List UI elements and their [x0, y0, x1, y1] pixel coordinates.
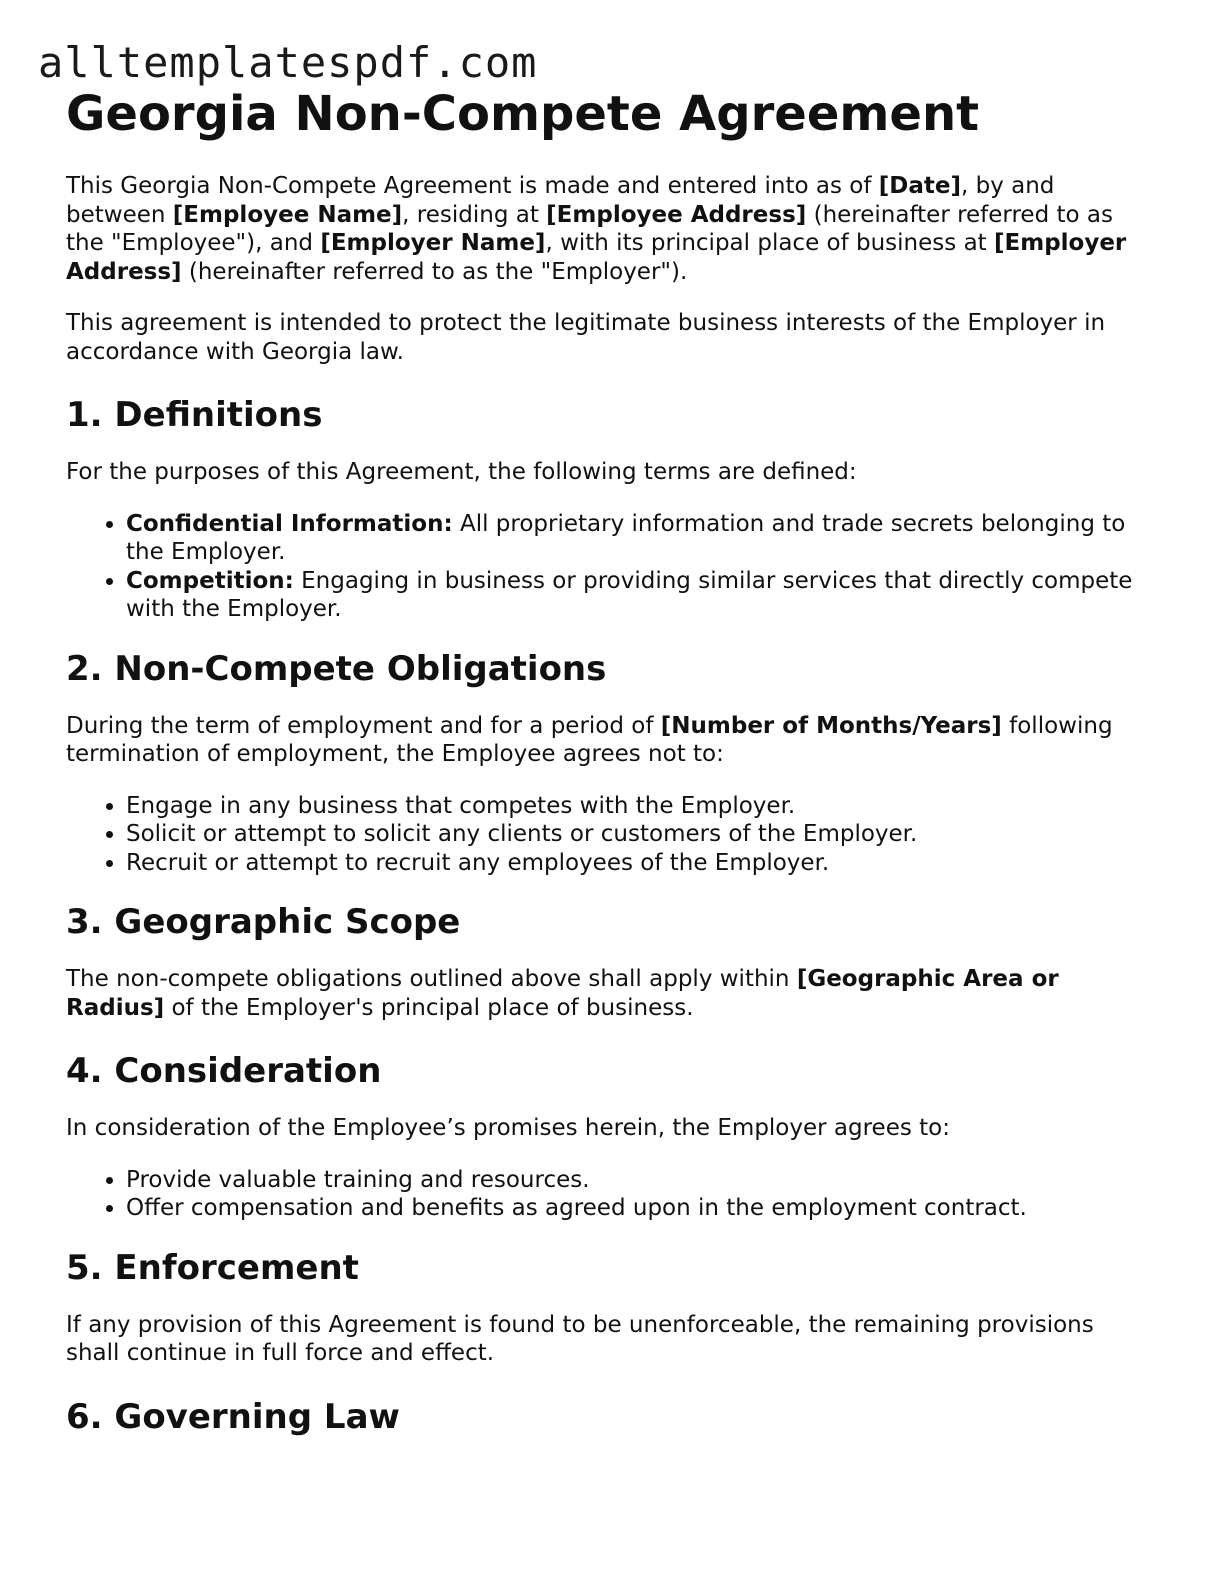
- scope-text: of the Employer's principal place of business.: [164, 994, 694, 1021]
- section-heading-consideration: 4. Consideration: [66, 1051, 382, 1091]
- intro-text: , residing at: [402, 201, 547, 228]
- section-heading-definitions: 1. Definitions: [66, 395, 323, 435]
- definition-text: Engaging in business or providing similar services that directly compete with the Employer.: [126, 567, 1133, 622]
- obligations-text: During the term of employment and for a period of: [66, 712, 661, 739]
- section-heading-enforcement: 5. Enforcement: [66, 1247, 359, 1288]
- obligations-list: [66, 792, 1146, 878]
- consideration-lead: In consideration of the Employee’s promises herein, the Employer agrees to:: [66, 1115, 950, 1141]
- list-item: • Offer compensation and benefits as agreed upon in the employment contract.: [126, 1194, 1146, 1223]
- obligations-lead: [66, 712, 1146, 769]
- employee-address-placeholder: [Employee Address]: [546, 201, 807, 228]
- section-heading-governing-law: 6. Governing Law: [66, 1396, 400, 1437]
- consideration-list: [66, 1166, 1146, 1223]
- area-placeholder: [Geographic Area or Radius]: [66, 966, 1059, 1021]
- section-heading-scope: 3. Geographic Scope: [66, 902, 461, 942]
- intro-text: , with its principal place of business at: [545, 230, 994, 256]
- purpose-paragraph: This agreement is intended to protect the legitimate business interests of the Employer in accordance with Georgia law.: [66, 310, 1106, 365]
- document-page: [66, 84, 1146, 1460]
- list-item: [126, 510, 1146, 567]
- scope-text: The non-compete obligations outlined above shall apply within: [66, 966, 797, 992]
- intro-text: (hereinafter referred to as the "Employee"), and: [66, 201, 1113, 256]
- definition-term: Confidential Information:: [126, 510, 453, 537]
- period-placeholder: [Number of Months/Years]: [660, 712, 1002, 739]
- enforcement-paragraph: If any provision of this Agreement is found to be unenforceable, the remaining provisions shall continue in full force and effect.: [66, 1311, 1094, 1366]
- scope-paragraph: [66, 965, 1146, 1022]
- list-item: [126, 567, 1146, 624]
- definitions-lead: For the purposes of this Agreement, the following terms are defined:: [66, 459, 857, 485]
- employee-name-placeholder: [Employee Name]: [172, 201, 403, 228]
- employer-address-placeholder: [Employer Address]: [66, 230, 1127, 285]
- document-title: Georgia Non-Compete Agreement: [66, 86, 980, 142]
- list-item: • Solicit or attempt to solicit any clients or customers of the Employer.: [126, 820, 1146, 849]
- list-item: • Recruit or attempt to recruit any employees of the Employer.: [126, 849, 1146, 878]
- intro-paragraph: [66, 172, 1146, 286]
- intro-text: , by and between: [66, 173, 1055, 228]
- watermark: alltemplatespdf.com: [38, 38, 538, 87]
- employer-name-placeholder: [Employer Name]: [320, 230, 546, 256]
- list-item: • Engage in any business that competes with the Employer.: [126, 792, 1146, 821]
- section-heading-obligations: 2. Non-Compete Obligations: [66, 648, 607, 689]
- intro-text: This Georgia Non-Compete Agreement is made and entered into as of: [66, 173, 879, 199]
- intro-text: (hereinafter referred to as the "Employer").: [181, 258, 688, 285]
- list-item: • Provide valuable training and resources.: [126, 1166, 1146, 1195]
- definition-text: All proprietary information and trade secrets belonging to the Employer.: [126, 510, 1126, 565]
- definition-term: Competition:: [126, 567, 294, 594]
- obligations-text: following termination of employment, the Employee agrees not to:: [66, 712, 1113, 767]
- definitions-list: [66, 510, 1146, 624]
- date-placeholder: [Date]: [878, 173, 961, 199]
